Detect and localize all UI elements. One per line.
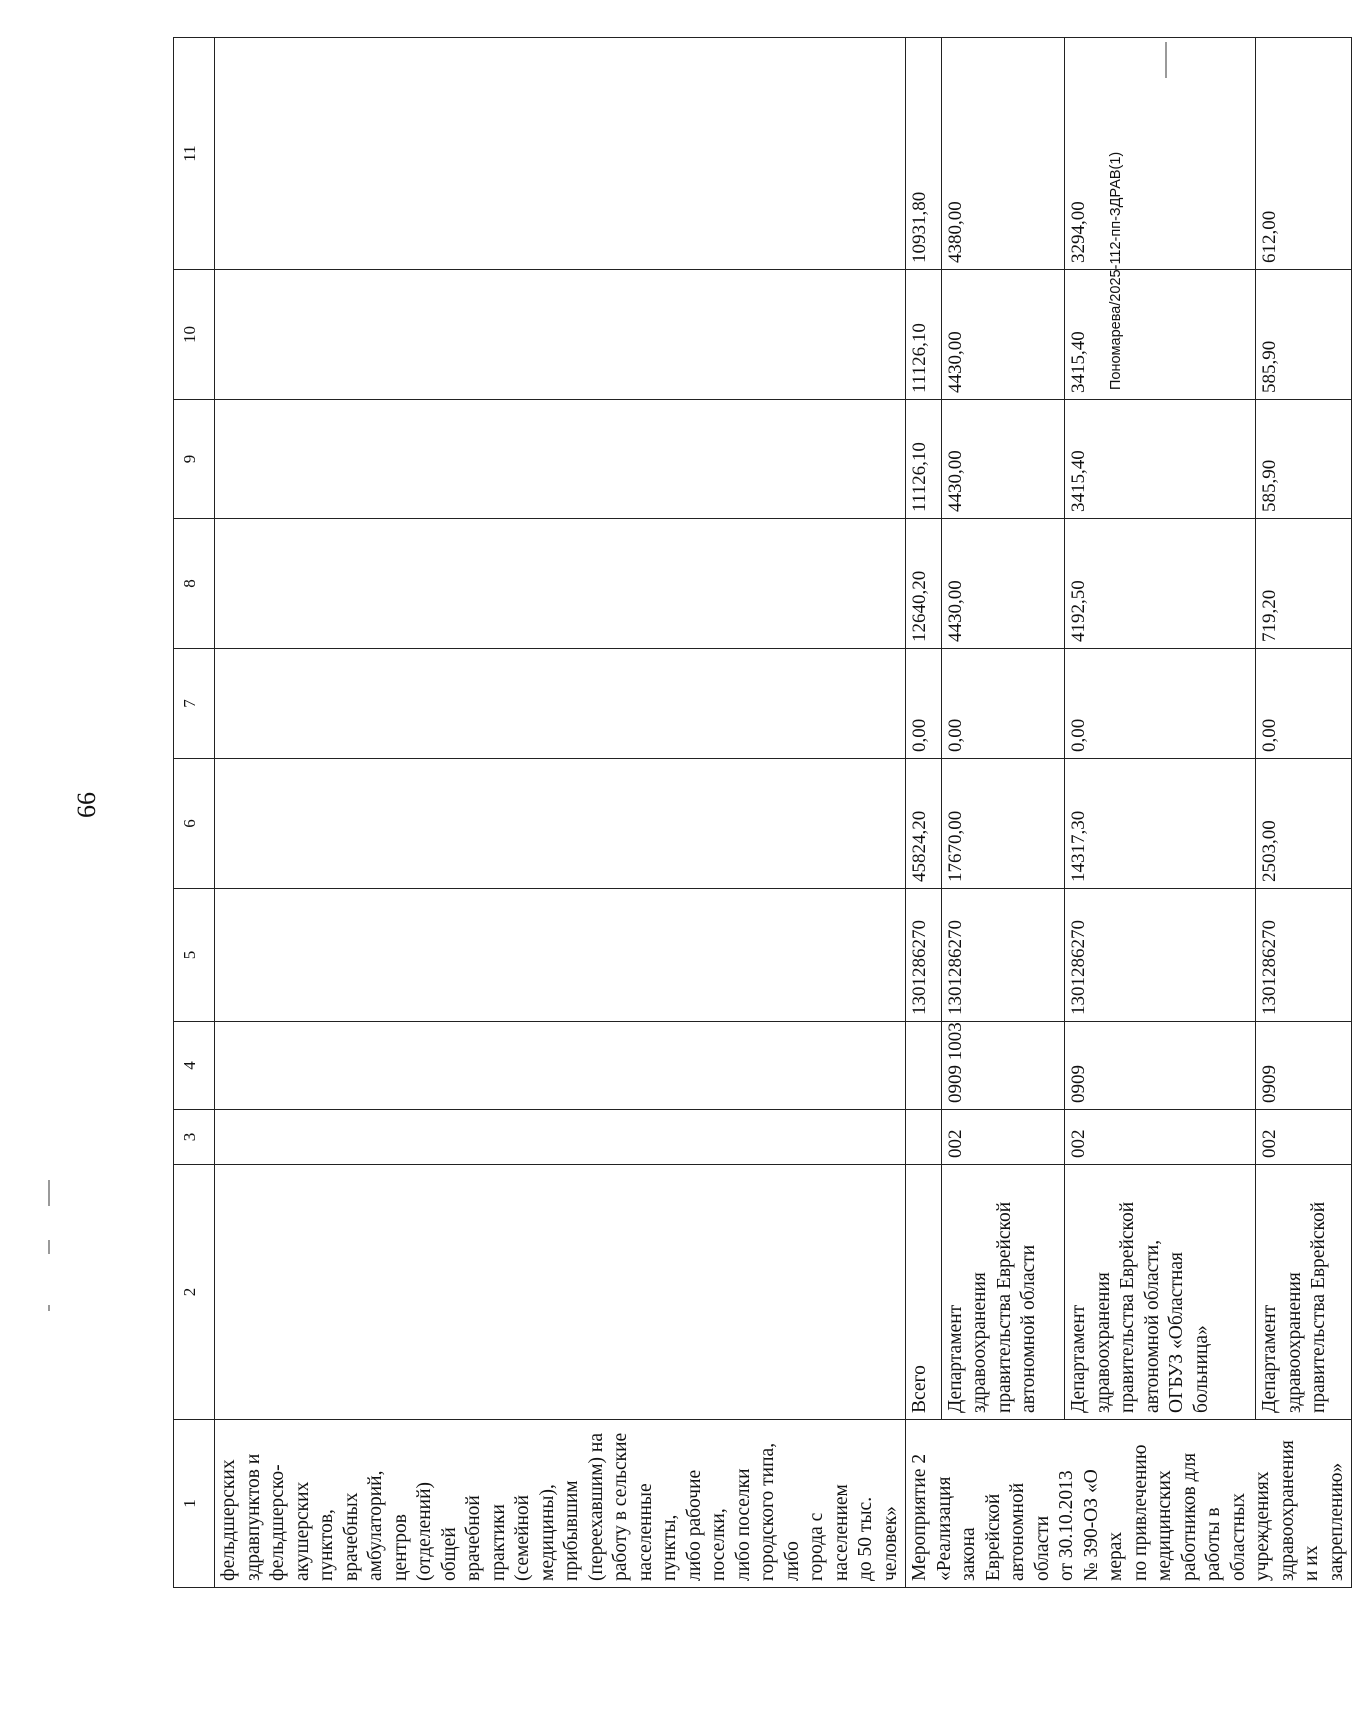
amount-cell: 0,00 (941, 649, 1064, 759)
section-code-cell (906, 1022, 942, 1110)
amount-cell: 0,00 (906, 649, 942, 759)
target-code-cell: 1301286270 (941, 889, 1064, 1022)
table-row (941, 38, 1064, 1588)
section-code-cell: 0909 1003 (941, 1022, 1064, 1110)
activity-description-continued: фельдшерских здравпунктов и фельдшерско- акушерских пунктов, врачебных амбулаторий, центров (отделений) общей врачебной практики (семейной медицины), прибывшим (переехавшим) на работу в сельские населенные пункты, либо рабочие поселки, либо поселки городского типа, либо города с населением до 50 тыс. человек» (215, 1420, 906, 1588)
amount-cell: 4380,00 (941, 38, 1064, 270)
ministry-code-cell (906, 1110, 942, 1165)
column-number: 4 (174, 1022, 215, 1110)
amount-cell: 12640,20 (906, 519, 942, 649)
table-cell (215, 519, 906, 649)
amount-cell: 0,00 (1065, 649, 1256, 759)
amount-cell: 612,00 (1256, 38, 1352, 270)
table-cell (215, 400, 906, 519)
column-number: 2 (174, 1165, 215, 1420)
amount-cell: 585,90 (1256, 400, 1352, 519)
target-code-cell: 1301286270 (906, 889, 942, 1022)
table-cell (215, 38, 906, 270)
ministry-code-cell: 002 (1065, 1110, 1256, 1165)
column-number: 9 (174, 400, 215, 519)
amount-cell: 17670,00 (941, 759, 1064, 889)
amount-cell: 4430,00 (941, 270, 1064, 400)
column-number: 11 (174, 38, 215, 270)
table-cell (215, 1022, 906, 1110)
page-number: 66 (72, 792, 101, 818)
amount-cell: 3294,00 (1065, 38, 1256, 270)
column-number: 3 (174, 1110, 215, 1165)
amount-cell: 4430,00 (941, 519, 1064, 649)
executor-cell: Департамент здравоохранения правительства Еврейской (1256, 1165, 1352, 1420)
amount-cell: 0,00 (1256, 649, 1352, 759)
table-cell (215, 649, 906, 759)
table-cell (215, 270, 906, 400)
table-cell (215, 759, 906, 889)
scan-mark (48, 1180, 50, 1206)
target-code-cell: 1301286270 (1256, 889, 1352, 1022)
activity-2-description: Мероприятие 2 «Реализация закона Еврейской автономной области от 30.10.2013 № 390-ОЗ «О мерах по привлечению медицинских работников для работы в областных учреждениях здравоохранения и их закреплению» (906, 1420, 1352, 1588)
amount-cell: 3415,40 (1065, 400, 1256, 519)
amount-cell: 10931,80 (906, 38, 942, 270)
executor-cell: Департамент здравоохранения правительства Еврейской автономной области, ОГБУЗ «Областная больница» (1065, 1165, 1256, 1420)
column-number: 1 (174, 1420, 215, 1588)
column-number: 10 (174, 270, 215, 400)
column-number: 8 (174, 519, 215, 649)
table-row (1256, 38, 1352, 1588)
amount-cell: 4192,50 (1065, 519, 1256, 649)
budget-table (173, 37, 1352, 1588)
amount-cell: 2503,00 (1256, 759, 1352, 889)
amount-cell: 3415,40 (1065, 270, 1256, 400)
table-cell (215, 1165, 906, 1420)
ministry-code-cell: 002 (941, 1110, 1064, 1165)
section-code-cell: 0909 (1256, 1022, 1352, 1110)
scan-mark (48, 1305, 50, 1311)
table-cell (215, 1110, 906, 1165)
executor-cell: Всего (906, 1165, 942, 1420)
amount-cell: 585,90 (1256, 270, 1352, 400)
table-row-total (906, 38, 942, 1588)
amount-cell: 11126,10 (906, 400, 942, 519)
table-cell (215, 889, 906, 1022)
column-number: 6 (174, 759, 215, 889)
amount-cell: 4430,00 (941, 400, 1064, 519)
amount-cell: 719,20 (1256, 519, 1352, 649)
column-number: 5 (174, 889, 215, 1022)
section-code-cell: 0909 (1065, 1022, 1256, 1110)
ministry-code-cell: 002 (1256, 1110, 1352, 1165)
amount-cell: 14317,30 (1065, 759, 1256, 889)
amount-cell: 11126,10 (906, 270, 942, 400)
continued-activity-row (215, 38, 906, 1588)
column-number: 7 (174, 649, 215, 759)
amount-cell: 45824,20 (906, 759, 942, 889)
executor-cell: Департамент здравоохранения правительства Еврейской автономной области (941, 1165, 1064, 1420)
document-code: Пономарева/2025-112-пп-ЗДРАВ(1) (1108, 151, 1124, 390)
column-number-row (174, 38, 215, 1588)
scan-mark (48, 1240, 50, 1254)
target-code-cell: 1301286270 (1065, 889, 1256, 1022)
table-row (1065, 38, 1256, 1588)
